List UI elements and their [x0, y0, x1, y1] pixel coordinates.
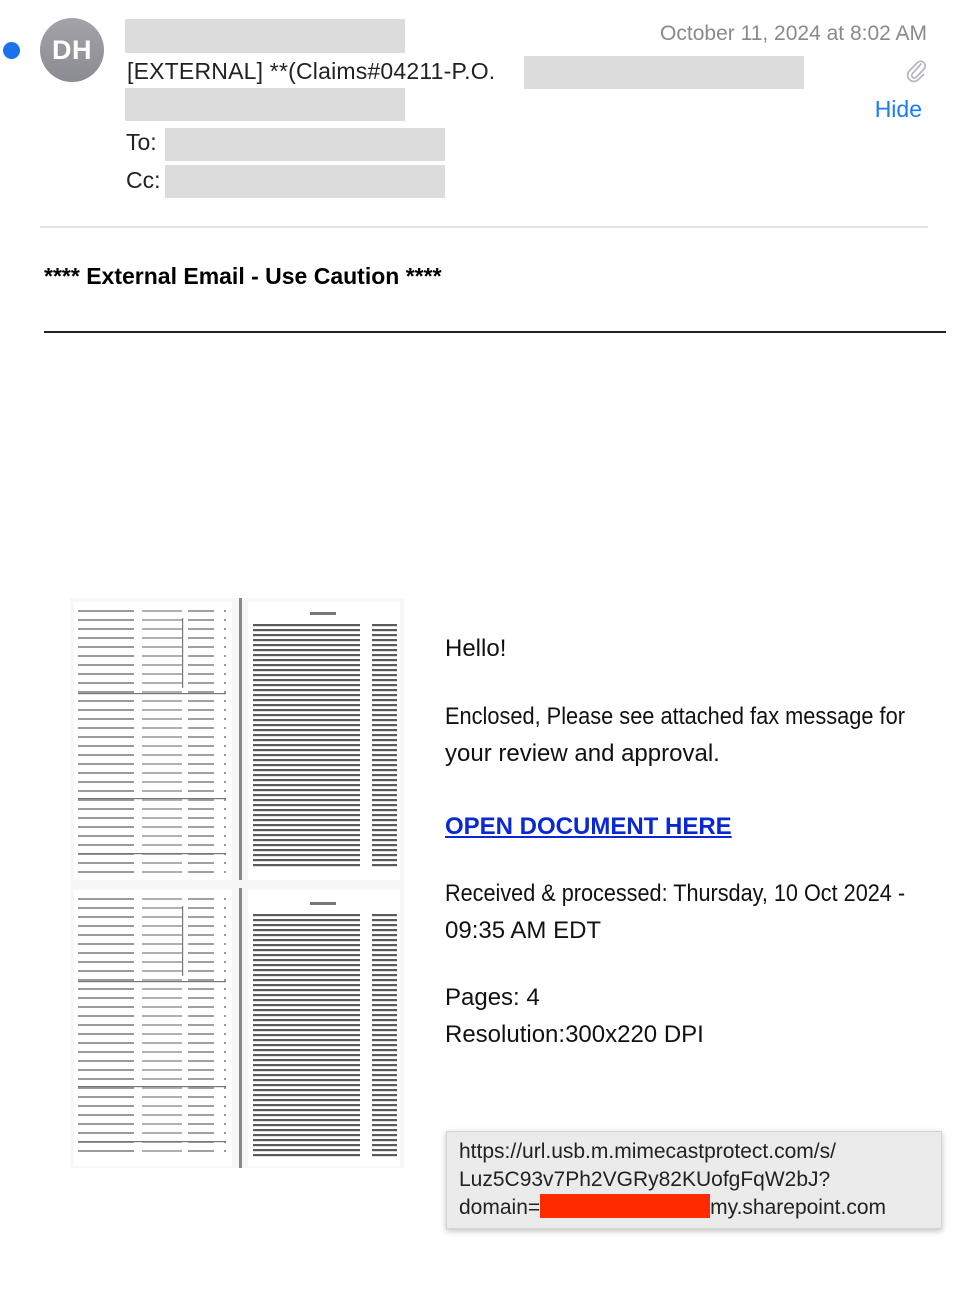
paperclip-icon[interactable] — [905, 58, 927, 84]
tooltip-domain-prefix: domain= — [459, 1196, 541, 1219]
fax-page-4 — [248, 890, 400, 1166]
sender-avatar[interactable] — [40, 18, 104, 82]
pages-count: Pages: 4 — [445, 984, 540, 1011]
fax-page-1 — [74, 602, 232, 880]
to-label: To: — [126, 129, 157, 155]
tooltip-url-line-1: https://url.usb.m.mimecastprotect.com/s/ — [459, 1140, 836, 1163]
email-date: October 11, 2024 at 8:02 AM — [660, 22, 927, 45]
tooltip-url-line-2: Luz5C93v7Ph2VGRy82KUofgFqW2bJ? — [459, 1168, 831, 1191]
hide-details-button[interactable]: Hide — [874, 96, 922, 122]
sender-name-redacted — [125, 19, 405, 53]
to-recipients-redacted[interactable] — [165, 128, 445, 161]
avatar-initials: DH — [52, 34, 92, 65]
header-divider — [40, 226, 928, 228]
unread-indicator — [3, 42, 20, 59]
greeting: Hello! — [445, 635, 507, 662]
message-line-1: Enclosed, Please see attached fax message for — [445, 703, 905, 730]
email-subject: [EXTERNAL] **(Claims#04211-P.O. — [127, 58, 496, 84]
banner-rule — [44, 331, 946, 333]
cc-recipients-redacted[interactable] — [165, 165, 445, 198]
tooltip-url-line-3 — [459, 1194, 929, 1222]
received-line-1: Received & processed: Thursday, 10 Oct 2024 - — [445, 880, 906, 907]
message-line-2: your review and approval. — [445, 740, 720, 767]
resolution: Resolution:300x220 DPI — [445, 1021, 704, 1048]
external-caution-banner: **** External Email - Use Caution **** — [44, 263, 442, 289]
subject-redacted — [524, 56, 804, 89]
received-line-2: 09:35 AM EDT — [445, 917, 602, 944]
tooltip-domain-suffix: my.sharepoint.com — [710, 1196, 886, 1219]
link-url-tooltip — [446, 1131, 942, 1229]
fax-page-2 — [248, 602, 400, 880]
fax-page-3 — [74, 890, 232, 1166]
subject-continuation-redacted — [125, 88, 405, 121]
cc-label: Cc: — [126, 167, 161, 193]
fax-document-preview-image — [70, 598, 404, 1168]
open-document-link[interactable]: OPEN DOCUMENT HERE — [445, 813, 732, 840]
domain-redaction — [540, 1194, 710, 1218]
